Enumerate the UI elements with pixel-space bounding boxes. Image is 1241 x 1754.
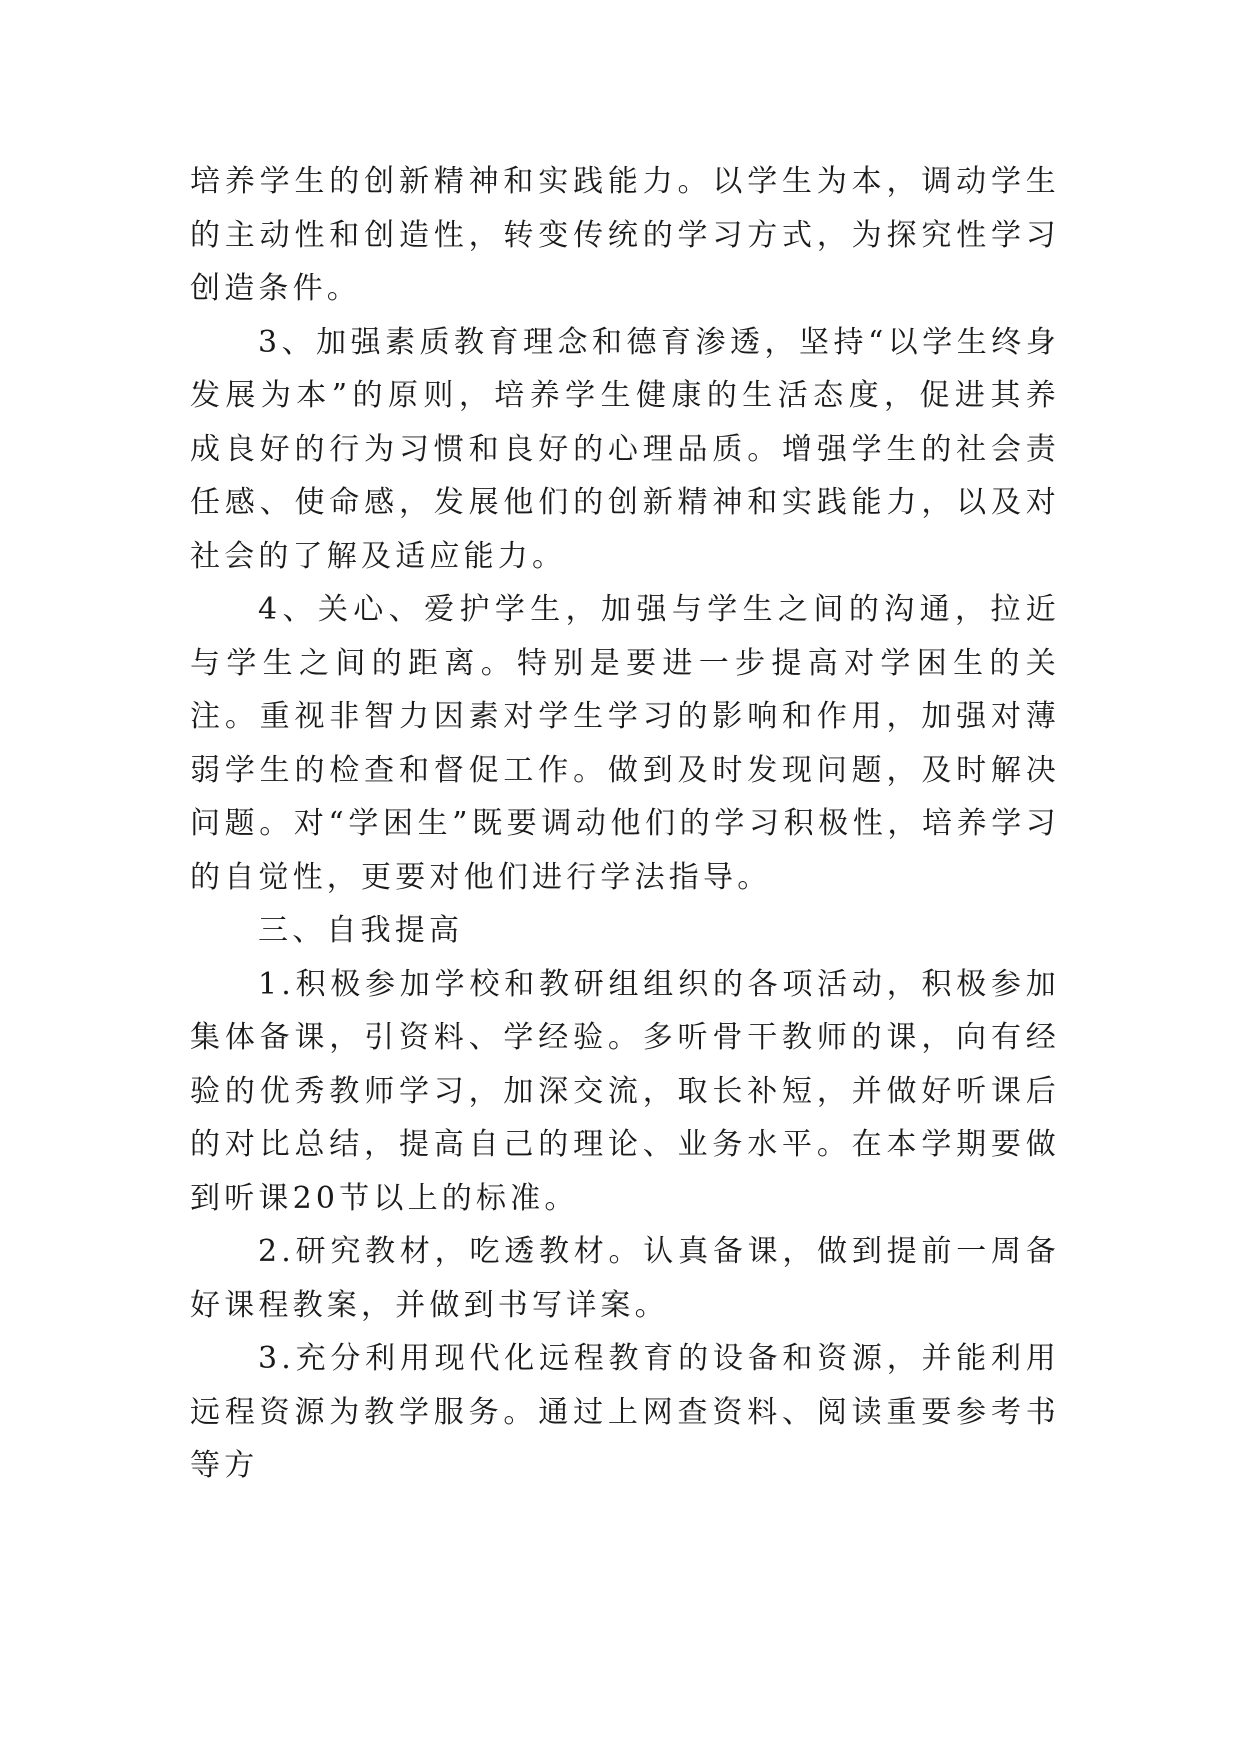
paragraph-self-2: 2.研究教材，吃透教材。认真备课，做到提前一周备好课程教案，并做到书写详案。 xyxy=(190,1234,1060,1323)
paragraph-continuation: 培养学生的创新精神和实践能力。以学生为本，调动学生的主动性和创造性，转变传统的学习方式，为探究性学习创造条件。 xyxy=(190,164,1060,306)
paragraph-item-3: 3、加强素质教育理念和德育渗透，坚持“以学生终身发展为本”的原则，培养学生健康的生活态度，促进其养成良好的行为习惯和良好的心理品质。增强学生的社会责任感、使命感，发展他们的创新精神和实践能力，以及对社会的了解及适应能力。 xyxy=(190,324,1060,574)
paragraph-self-1: 1.积极参加学校和教研组组织的各项活动，积极参加集体备课，引资料、学经验。多听骨干教师的课，向有经验的优秀教师学习，加深交流，取长补短，并做好听课后的对比总结，提高自己的理论、业务水平。在本学期要做到听课20节以上的标准。 xyxy=(190,966,1060,1216)
section-heading-self-improvement: 三、自我提高 xyxy=(258,913,464,948)
paragraph-item-4: 4、关心、爱护学生，加强与学生之间的沟通，拉近与学生之间的距离。特别是要进一步提高对学困生的关注。重视非智力因素对学生学习的影响和作用，加强对薄弱学生的检查和督促工作。做到及时发现问题，及时解决问题。对“学困生”既要调动他们的学习积极性，培养学习的自觉性，更要对他们进行学法指导。 xyxy=(190,592,1060,895)
paragraph-self-3: 3.充分利用现代化远程教育的设备和资源，并能利用远程资源为教学服务。通过上网查资料、阅读重要参考书等方 xyxy=(190,1341,1060,1483)
document-body xyxy=(190,155,1060,1493)
